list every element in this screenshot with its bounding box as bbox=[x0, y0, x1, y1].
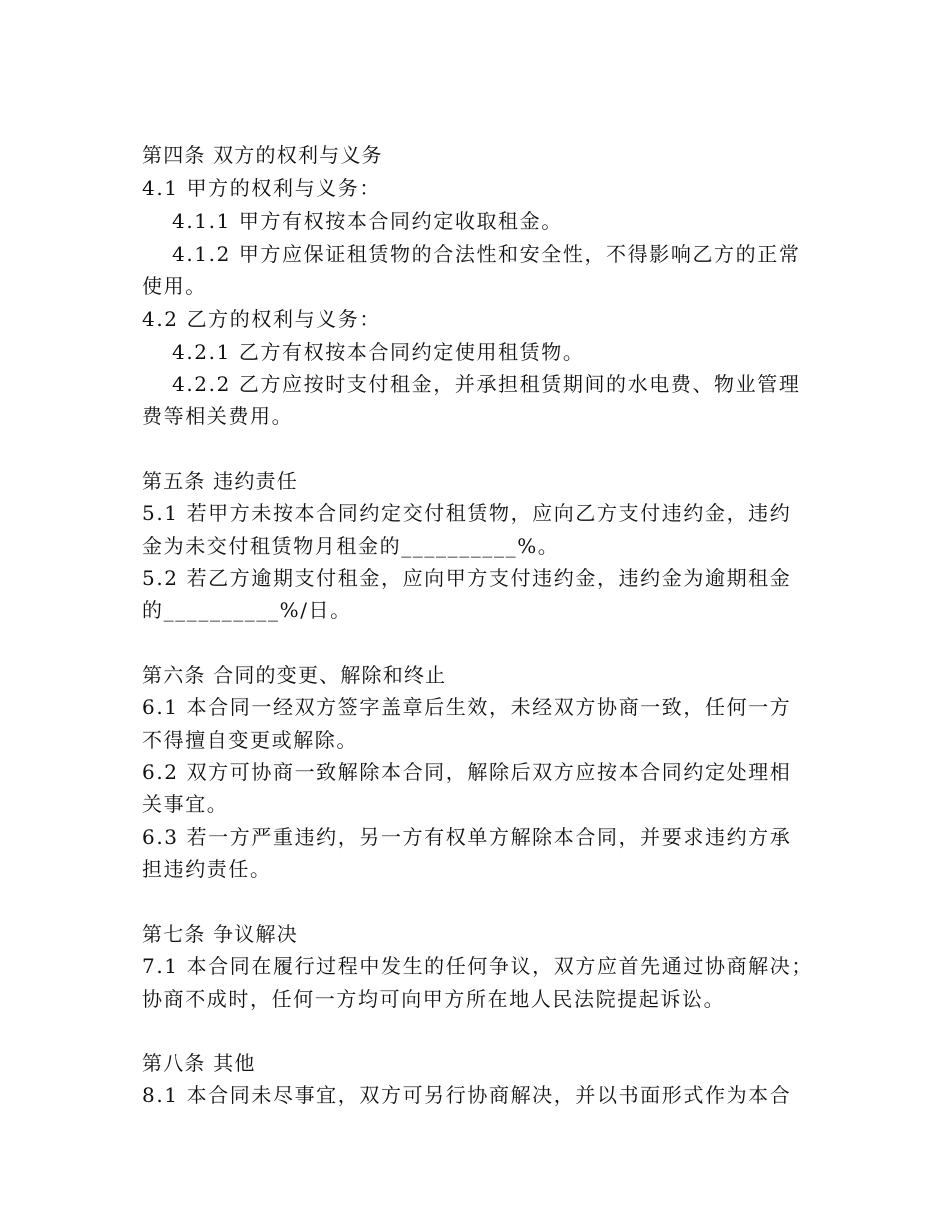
article-6-heading: 第六条 合同的变更、解除和终止 bbox=[142, 663, 447, 687]
clause-6-3-line1: 6.3 若一方严重违约，另一方有权单方解除本合同，并要求违约方承 bbox=[142, 825, 792, 849]
article-8-heading: 第八条 其他 bbox=[142, 1051, 256, 1075]
clause-5-2-line2: 的__________%/日。 bbox=[142, 598, 352, 622]
clause-4-1-2-line2: 使用。 bbox=[142, 274, 207, 298]
article-7-heading: 第七条 争议解决 bbox=[142, 922, 298, 946]
clause-6-2-line1: 6.2 双方可协商一致解除本合同，解除后双方应按本合同约定处理相 bbox=[142, 760, 792, 784]
clause-6-3-line2: 担违约责任。 bbox=[142, 857, 272, 881]
clause-5-1-line2: 金为未交付租赁物月租金的__________%。 bbox=[142, 534, 560, 558]
clause-4-2: 4.2 乙方的权利与义务： bbox=[142, 307, 381, 331]
clause-4-2-1: 4.2.1 乙方有权按本合同约定使用租赁物。 bbox=[172, 340, 585, 364]
clause-7-1-line1: 7.1 本合同在履行过程中发生的任何争议，双方应首先通过协商解决； bbox=[142, 954, 813, 978]
clause-6-1-line1: 6.1 本合同一经双方签字盖章后生效，未经双方协商一致，任何一方 bbox=[142, 695, 792, 719]
clause-8-1-line1: 8.1 本合同未尽事宜，双方可另行协商解决，并以书面形式作为本合 bbox=[142, 1083, 792, 1107]
clause-4-2-2-line2: 费等相关费用。 bbox=[142, 404, 294, 428]
clause-5-2-line1: 5.2 若乙方逾期支付租金，应向甲方支付违约金，违约金为逾期租金 bbox=[142, 566, 792, 590]
clause-6-2-line2: 关事宜。 bbox=[142, 792, 229, 816]
clause-4-2-2-line1: 4.2.2 乙方应按时支付租金，并承担租赁期间的水电费、物业管理 bbox=[172, 372, 801, 396]
clause-6-1-line2: 不得擅自变更或解除。 bbox=[142, 728, 358, 752]
clause-5-1-line1: 5.1 若甲方未按本合同约定交付租赁物，应向乙方支付违约金，违约 bbox=[142, 501, 792, 525]
article-5-heading: 第五条 违约责任 bbox=[142, 469, 298, 493]
clause-7-1-line2: 协商不成时，任何一方均可向甲方所在地人民法院提起诉讼。 bbox=[142, 987, 726, 1011]
clause-4-1: 4.1 甲方的权利与义务： bbox=[142, 176, 381, 200]
clause-4-1-2-line1: 4.1.2 甲方应保证租赁物的合法性和安全性，不得影响乙方的正常 bbox=[172, 242, 801, 266]
article-4-heading: 第四条 双方的权利与义务 bbox=[142, 143, 383, 167]
clause-4-1-1: 4.1.1 甲方有权按本合同约定收取租金。 bbox=[172, 209, 563, 233]
